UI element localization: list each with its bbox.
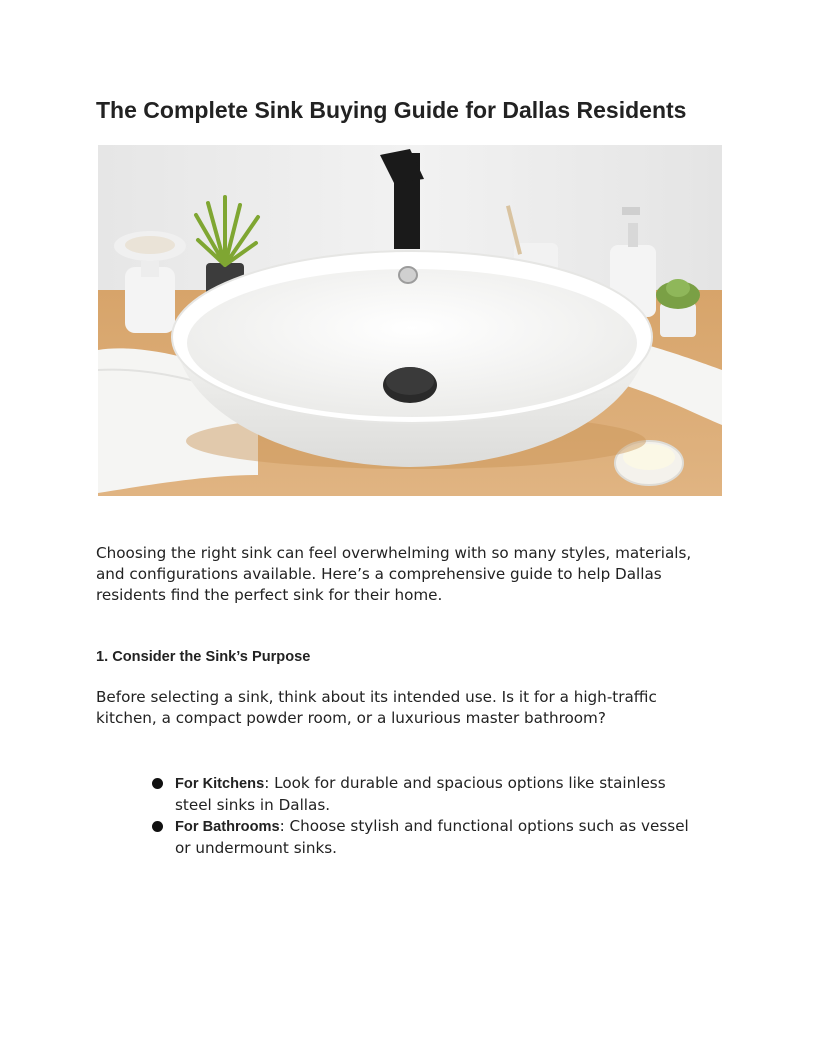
sink-photo-illustration — [98, 145, 722, 496]
intro-paragraph: Choosing the right sink can feel overwhelming with so many styles, materials, and configurations available. Here’s a comprehensive guide to help Dallas residents find the perfect sink for their home. — [96, 544, 692, 604]
list-item-text: : Look for durable and spacious options like stainless steel sinks in Dallas. — [175, 774, 666, 814]
bullet-icon — [152, 821, 163, 832]
purpose-list — [150, 773, 690, 859]
list-item-text: : Choose stylish and functional options such as vessel or undermount sinks. — [175, 817, 689, 857]
list-item-kitchens — [150, 773, 690, 816]
section-paragraph: Before selecting a sink, think about its intended use. Is it for a high-traffic kitchen, a compact powder room, or a luxurious master bathroom? — [96, 688, 657, 727]
list-item-term: For Bathrooms — [175, 819, 280, 835]
list-item-bathrooms — [150, 816, 690, 859]
page-title: The Complete Sink Buying Guide for Dallas Residents — [96, 97, 687, 123]
section-heading: 1. Consider the Sink’s Purpose — [96, 649, 311, 665]
sink-photo — [98, 145, 722, 496]
list-item-term: For Kitchens — [175, 776, 265, 792]
bullet-icon — [152, 778, 163, 789]
